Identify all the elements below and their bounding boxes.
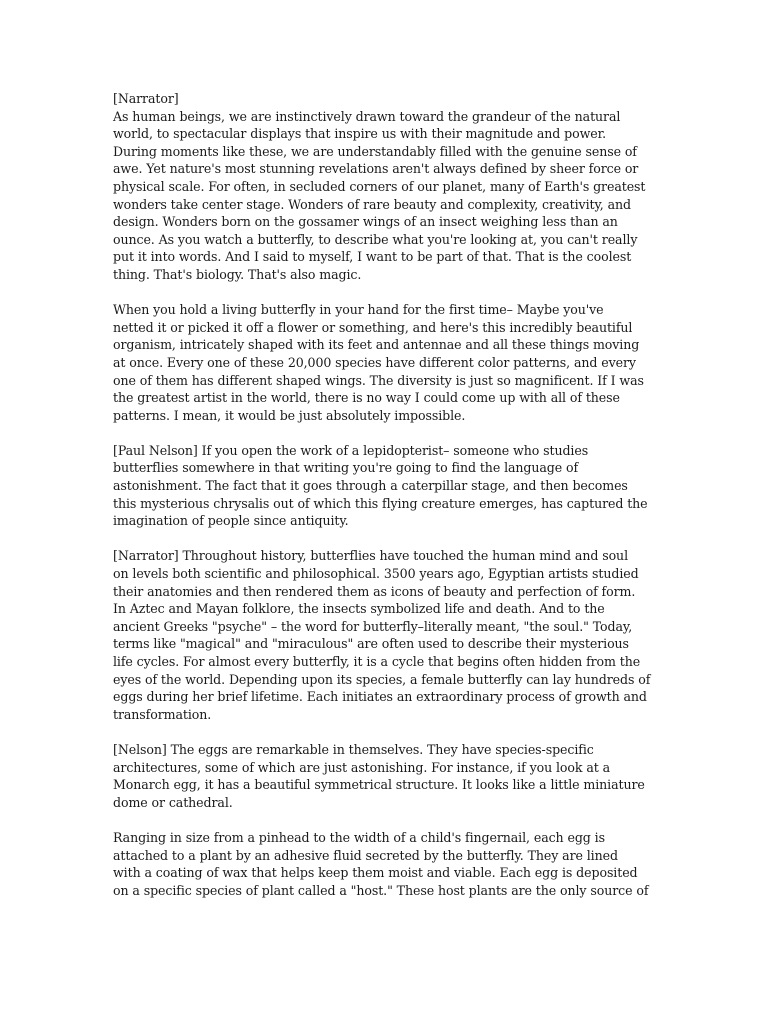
- text-line: imagination of people since antiquity.: [113, 513, 349, 529]
- text-line: eggs during her brief lifetime. Each initiates an extraordinary process of growth and: [113, 689, 647, 705]
- text-line: patterns. I mean, it would be just absolutely impossible.: [113, 407, 466, 423]
- text-line: their anatomies and then rendered them as icons of beauty and perfection of form.: [113, 583, 636, 599]
- text-line: [Narrator]: [113, 91, 179, 106]
- text-line: During moments like these, we are understandably filled with the genuine sense of: [113, 143, 637, 159]
- paragraph-egg-size: [113, 829, 658, 899]
- paragraph-narrator-history: [113, 547, 658, 723]
- paragraph-nelson-eggs: [113, 741, 658, 811]
- text-line: attached to a plant by an adhesive fluid secreted by the butterfly. They are lined: [113, 847, 618, 863]
- text-line: put it into words. And I said to myself, I want to be part of that. That is the coolest: [113, 249, 632, 265]
- text-line: the greatest artist in the world, there is no way I could come up with all of these: [113, 390, 620, 406]
- text-line: on levels both scientific and philosophical. 3500 years ago, Egyptian artists studied: [113, 566, 639, 582]
- text-line: Monarch egg, it has a beautiful symmetrical structure. It looks like a little miniature: [113, 777, 645, 793]
- text-line: netted it or picked it off a flower or something, and here's this incredibly beautiful: [113, 319, 633, 335]
- text-line: ounce. As you watch a butterfly, to describe what you're looking at, you can't really: [113, 231, 638, 247]
- text-line: terms like "magical" and "miraculous" are often used to describe their mysterious: [113, 636, 629, 652]
- document-page: [113, 90, 658, 917]
- text-line: on a specific species of plant called a "host." These host plants are the only source of: [113, 882, 649, 898]
- text-line: life cycles. For almost every butterfly, it is a cycle that begins often hidden from the: [113, 654, 641, 669]
- text-line: As human beings, we are instinctively drawn toward the grandeur of the natural: [113, 108, 621, 124]
- text-line: one of them has different shaped wings. The diversity is just so magnificent. If I was: [113, 372, 644, 388]
- text-line: butterflies somewhere in that writing you're going to find the language of: [113, 460, 579, 476]
- text-line: at once. Every one of these 20,000 species have different color patterns, and every: [113, 354, 636, 370]
- text-line: ancient Greeks "psyche" – the word for butterfly–literally meant, "the soul." Today,: [113, 618, 633, 634]
- paragraph-paul-nelson: [113, 442, 658, 530]
- text-line: [Nelson] The eggs are remarkable in themselves. They have species-specific: [113, 741, 594, 757]
- text-line: world, to spectacular displays that inspire us with their magnitude and power.: [113, 126, 607, 142]
- text-line: physical scale. For often, in secluded corners of our planet, many of Earth's greatest: [113, 178, 646, 194]
- text-line: In Aztec and Mayan folklore, the insects symbolized life and death. And to the: [113, 601, 605, 617]
- text-line: transformation.: [113, 706, 212, 722]
- text-line: organism, intricately shaped with its feet and antennae and all these things moving: [113, 337, 640, 353]
- paragraph-narrator-intro: [113, 90, 658, 284]
- text-line: eyes of the world. Depending upon its species, a female butterfly can lay hundreds of: [113, 671, 651, 687]
- text-line: When you hold a living butterfly in your hand for the first time– Maybe you've: [113, 302, 604, 318]
- text-line: this mysterious chrysalis out of which this flying creature emerges, has captured the: [113, 495, 648, 511]
- text-line: astonishment. The fact that it goes through a caterpillar stage, and then becomes: [113, 478, 628, 494]
- text-line: thing. That's biology. That's also magic.: [113, 266, 362, 282]
- text-line: Ranging in size from a pinhead to the width of a child's fingernail, each egg is: [113, 829, 605, 845]
- text-line: architectures, some of which are just astonishing. For instance, if you look at a: [113, 759, 610, 775]
- paragraph-living-butterfly: [113, 301, 658, 424]
- text-line: with a coating of wax that helps keep them moist and viable. Each egg is deposited: [113, 865, 638, 881]
- text-line: awe. Yet nature's most stunning revelations aren't always defined by sheer force or: [113, 161, 639, 177]
- text-line: dome or cathedral.: [113, 794, 233, 810]
- text-line: design. Wonders born on the gossamer wings of an insect weighing less than an: [113, 214, 618, 230]
- text-line: wonders take center stage. Wonders of rare beauty and complexity, creativity, and: [113, 196, 631, 212]
- text-line: [Paul Nelson] If you open the work of a lepidopterist– someone who studies: [113, 442, 589, 458]
- text-line: [Narrator] Throughout history, butterflies have touched the human mind and soul: [113, 548, 628, 564]
